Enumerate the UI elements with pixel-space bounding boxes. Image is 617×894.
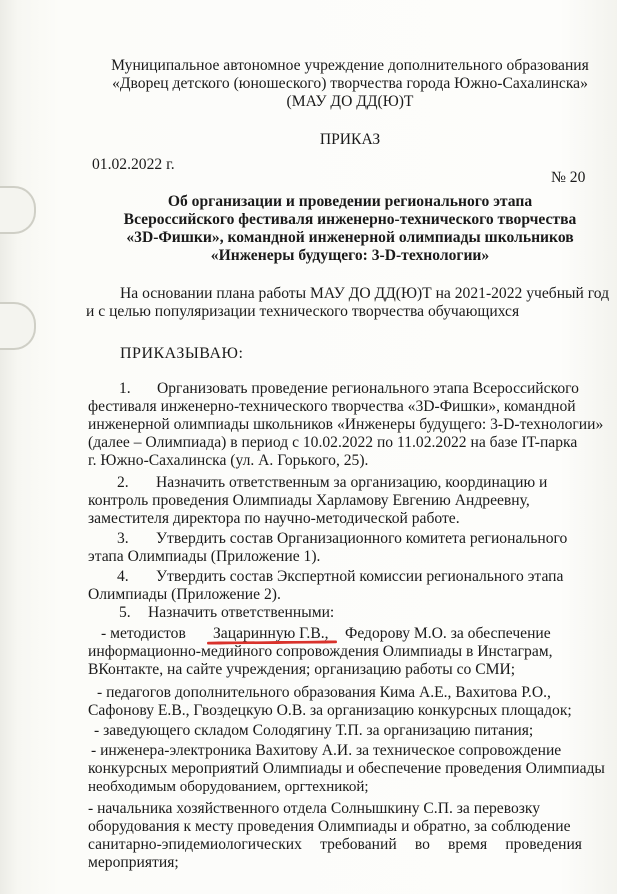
bullet-3-line-1: - заведующего складом Солодягину Т.П. за организацию питания; xyxy=(94,722,534,739)
bullet-1-line-3: ВКонтакте, на сайте учреждения; организацию работы со СМИ; xyxy=(88,661,516,678)
item-3-line-1: Утвердить состав Организационного комитета регионального xyxy=(156,530,568,547)
punch-hole-bottom xyxy=(0,302,36,350)
item-1-line-5: г. Южно-Сахалинска (ул. А. Горького, 25). xyxy=(88,452,369,469)
item-4-number: 4. xyxy=(117,568,129,585)
bullet-5-word-3: во xyxy=(414,836,430,853)
bullet-1-line-1-rest: Федорову М.О. за обеспечение xyxy=(345,625,551,642)
bullet-5-word-4: время xyxy=(448,836,488,853)
order-title: ПРИКАЗ xyxy=(319,131,381,148)
subject-line-1: Об организации и проведении регионального этапа xyxy=(167,193,533,210)
item-2-line-1: Назначить ответственным за организацию, координацию и xyxy=(156,474,548,491)
bullet-5-line-1: - начальника хозяйственного отдела Солнышкину С.П. за перевозку xyxy=(88,800,541,817)
subject-line-2: Всероссийского фестиваля инженерно-технического творчества xyxy=(123,211,577,228)
item-3-number: 3. xyxy=(117,530,129,547)
bullet-4-line-2: конкурсных мероприятий Олимпиады и обеспечение проведения Олимпиады xyxy=(88,760,605,777)
punch-hole-top xyxy=(0,186,36,234)
item-5-line-1: Назначить ответственными: xyxy=(148,604,335,621)
item-2-line-2: контроль проведения Олимпиады Харламову Евгению Андреевну, xyxy=(88,492,530,509)
org-line-1: Муниципальное автономное учреждение дополнительного образования xyxy=(111,57,589,74)
bullet-1-highlighted-name: Зацаринную Г.В., xyxy=(213,625,329,642)
item-2-line-3: заместителя директора по научно-методической работе. xyxy=(88,510,460,527)
item-1-line-2: фестиваля инженерно-технического творчества «3D-Фишки», командной xyxy=(88,398,576,415)
basis-line-1: На основании плана работы МАУ ДО ДД(Ю)Т на 2021-2022 учебный год xyxy=(120,285,610,302)
item-1-line-1: Организовать проведение регионального этапа Всероссийского xyxy=(157,380,579,397)
bullet-5-line-2: оборудования к месту проведения Олимпиады и обратно, за соблюдение xyxy=(88,818,571,835)
bullet-5-word-2: требований xyxy=(320,836,397,853)
bullet-4-line-1: - инженера-электроника Вахитову А.И. за техническое сопровождение xyxy=(91,742,562,759)
decree-heading: ПРИКАЗЫВАЮ: xyxy=(120,345,244,362)
basis-line-2: и с целью популяризации технического творчества обучающихся xyxy=(86,303,520,320)
bullet-5-word-5: проведения xyxy=(505,836,582,853)
org-line-3: (МАУ ДО ДД(Ю)Т xyxy=(286,93,414,110)
item-1-line-3: инженерной олимпиады школьников «Инженеры будущего: 3-D-технологии» xyxy=(88,416,604,433)
bullet-1-role: - методистов xyxy=(101,625,186,642)
item-4-line-2: Олимпиады (Приложение 2). xyxy=(88,586,281,603)
bullet-2-line-1: - педагогов дополнительного образования Кима А.Е., Вахитова Р.О., xyxy=(97,684,551,701)
item-4-line-1: Утвердить состав Экспертной комиссии регионального этапа xyxy=(156,568,564,585)
item-1-line-4: (далее – Олимпиада) в период с 10.02.2022 по 11.02.2022 на базе IT-парка xyxy=(88,434,578,451)
subject-line-4: «Инженеры будущего: 3-D-технологии» xyxy=(210,247,490,264)
org-line-2: «Дворец детского (юношеского) творчества города Южно-Сахалинска» xyxy=(112,75,588,92)
bullet-5-line-4: мероприятия; xyxy=(88,854,179,871)
bullet-2-line-2: Сафонову Е.В., Гвоздецкую О.В. за организацию конкурсных площадок; xyxy=(88,702,572,719)
bullet-5-line-3 xyxy=(88,836,582,854)
bullet-5-word-1: санитарно-эпидемиологических xyxy=(88,836,302,853)
item-5-number: 5. xyxy=(119,604,131,621)
item-1-number: 1. xyxy=(119,380,131,397)
order-date: 01.02.2022 г. xyxy=(92,156,175,173)
bullet-1-line-2: информационно-медийного сопровождения Олимпиады в Инстаграм, xyxy=(88,643,553,660)
item-3-line-2: этапа Олимпиады (Приложение 1). xyxy=(88,548,321,565)
subject-line-3: «3D-Фишки», командной инженерной олимпиады школьников xyxy=(126,229,574,246)
order-number: № 20 xyxy=(551,169,586,186)
item-2-number: 2. xyxy=(117,474,129,491)
bullet-4-line-3: необходимым оборудованием, оргтехникой; xyxy=(88,779,369,795)
